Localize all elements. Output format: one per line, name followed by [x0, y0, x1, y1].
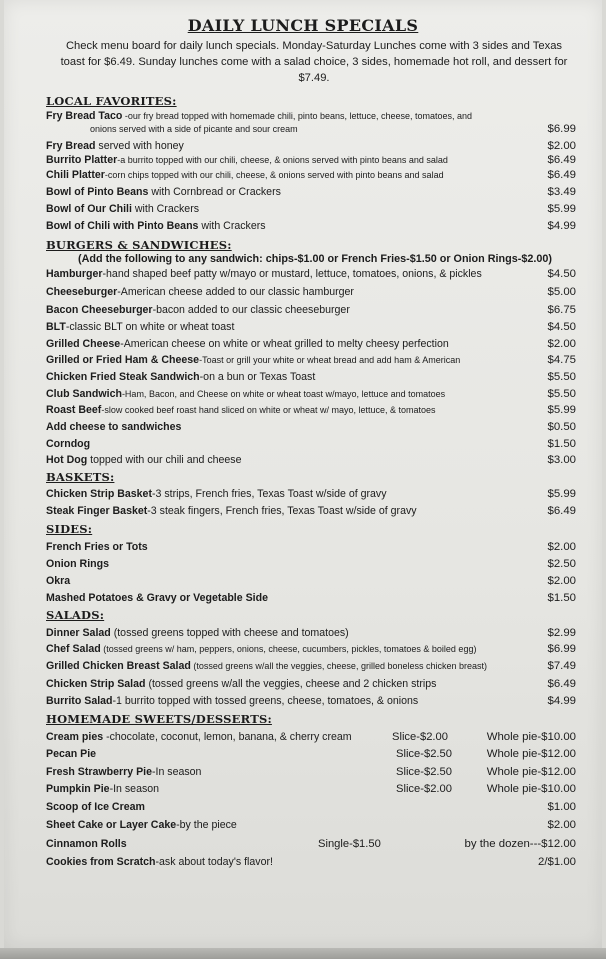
menu-item: Okra $2.00 — [46, 575, 576, 587]
menu-item: Fresh Strawberry Pie-In season Slice-$2.50 Whole pie-$12.00 — [46, 766, 576, 778]
menu-item: Cheeseburger-American cheese added to our classic hamburger $5.00 — [46, 286, 576, 298]
menu-item: onions served with a side of picante and sour cream $6.99 — [90, 123, 576, 135]
menu-item: Cream pies -chocolate, coconut, lemon, banana, & cherry cream Slice-$2.00 Whole pie-$10.00 — [46, 731, 576, 743]
menu-item: Roast Beef-slow cooked beef roast hand sliced on white or wheat w/ mayo, lettuce, & tomatoes $5.99 — [46, 404, 576, 416]
menu-item: Fry Bread Taco -our fry bread topped with homemade chili, pinto beans, lettuce, cheese, tomatoes, and — [46, 110, 473, 122]
menu-item: Grilled or Fried Ham & Cheese-Toast or grill your white or wheat bread and add ham & American $4.75 — [46, 354, 576, 366]
menu-item: Bacon Cheeseburger-bacon added to our classic cheeseburger $6.75 — [46, 304, 576, 316]
menu-title: DAILY LUNCH SPECIALS — [187, 16, 419, 35]
menu-item: Dinner Salad (tossed greens topped with cheese and tomatoes) $2.99 — [46, 627, 576, 639]
menu-item: Add cheese to sandwiches $0.50 — [46, 421, 576, 433]
menu-item: Pumpkin Pie-In season Slice-$2.00 Whole pie-$10.00 — [46, 783, 576, 795]
section-salads: SALADS: — [46, 608, 105, 622]
menu-item: BLT-classic BLT on white or wheat toast $4.50 — [46, 321, 576, 333]
menu-item: Chicken Fried Steak Sandwich-on a bun or Texas Toast $5.50 — [46, 371, 576, 383]
menu-item: Cinnamon Rolls Single-$1.50 by the dozen---$12.00 — [46, 838, 576, 850]
menu-item: Bowl of Pinto Beans with Cornbread or Crackers $3.49 — [46, 186, 576, 198]
menu-item: French Fries or Tots $2.00 — [46, 541, 576, 553]
menu-item: Chili Platter-corn chips topped with our chili, cheese, & onions served with pinto beans and salad $6.49 — [46, 169, 576, 181]
menu-item: Hot Dog topped with our chili and cheese $3.00 — [46, 454, 576, 466]
section-burgers: BURGERS & SANDWICHES: — [46, 238, 232, 252]
menu-item: Hamburger-hand shaped beef patty w/mayo or mustard, lettuce, tomatoes, onions, & pickles $4.50 — [46, 268, 576, 280]
menu-item: Grilled Cheese-American cheese on white or wheat grilled to melty cheesy perfection $2.00 — [46, 338, 576, 350]
menu-item: Chicken Strip Basket-3 strips, French fries, Texas Toast w/side of gravy $5.99 — [46, 488, 576, 500]
menu-item: Corndog $1.50 — [46, 438, 576, 450]
menu-item: Cookies from Scratch-ask about today's flavor! 2/$1.00 — [46, 856, 576, 868]
menu-item: Burrito Salad-1 burrito topped with tossed greens, cheese, tomatoes, & onions $4.99 — [46, 695, 576, 707]
menu-item: Chicken Strip Salad (tossed greens w/all the veggies, cheese and 2 chicken strips $6.49 — [46, 678, 576, 690]
menu-item: Scoop of Ice Cream $1.00 — [46, 801, 576, 813]
intro-text: Check menu board for daily lunch specials. Monday-Saturday Lunches come with 3 sides and Texas toast for $6.49. Sunday lunches come with a salad choice, 3 sides, homemade hot roll, and dessert for $7.49. — [60, 40, 568, 84]
section-baskets: BASKETS: — [46, 470, 115, 484]
menu-item: Burrito Platter-a burrito topped with our chili, cheese, & onions served with pinto beans and salad $6.49 — [46, 154, 576, 166]
menu-item: Bowl of Chili with Pinto Beans with Crackers $4.99 — [46, 220, 576, 232]
menu-item: Steak Finger Basket-3 steak fingers, French fries, Texas Toast w/side of gravy $6.49 — [46, 505, 576, 517]
section-sides: SIDES: — [46, 522, 93, 536]
section-desserts: HOMEMADE SWEETS/DESSERTS: — [46, 712, 272, 726]
menu-item: Mashed Potatoes & Gravy or Vegetable Side $1.50 — [46, 592, 576, 604]
menu-item: Club Sandwich-Ham, Bacon, and Cheese on white or wheat toast w/mayo, lettuce and tomatoes $5.50 — [46, 388, 576, 400]
table-surface — [0, 948, 606, 959]
menu-item: Grilled Chicken Breast Salad (tossed greens w/all the veggies, cheese, grilled boneless chicken breast) $7.49 — [46, 660, 576, 672]
menu-item: Sheet Cake or Layer Cake-by the piece $2.00 — [46, 819, 576, 831]
section-local-favorites: LOCAL FAVORITES: — [46, 94, 177, 108]
menu-item: Pecan Pie Slice-$2.50 Whole pie-$12.00 — [46, 748, 576, 760]
menu-item: Bowl of Our Chili with Crackers $5.99 — [46, 203, 576, 215]
menu-item: Chef Salad (tossed greens w/ ham, peppers, onions, cheese, cucumbers, pickles, tomatoes & boiled egg) $6.99 — [46, 643, 576, 655]
sandwich-addon-note: (Add the following to any sandwich: chips-$1.00 or French Fries-$1.50 or Onion Rings-$2.00) — [78, 253, 552, 265]
menu-item: Onion Rings $2.50 — [46, 558, 576, 570]
menu-item: Fry Bread served with honey $2.00 — [46, 140, 576, 152]
